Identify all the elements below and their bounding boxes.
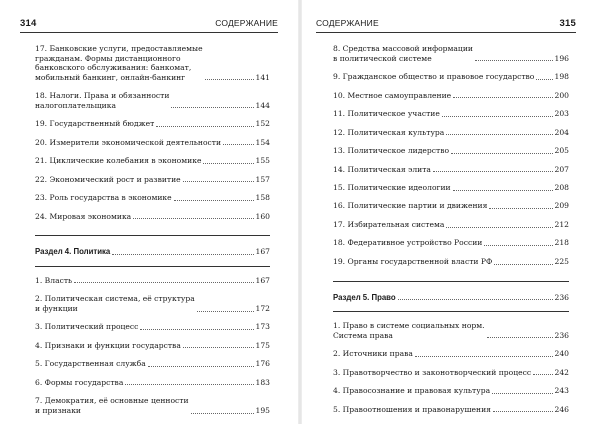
dot-leader bbox=[446, 226, 552, 228]
dot-leader bbox=[446, 133, 552, 135]
toc-entry-title: 4. Правосознание и правовая культура bbox=[333, 386, 491, 396]
toc-entry-title: 7. Демократия, её основные ценности и признаки bbox=[35, 396, 189, 415]
toc-entry[interactable] bbox=[35, 341, 270, 351]
toc-entry-title: 3. Политический процесс bbox=[35, 322, 139, 332]
toc-page-number: 236 bbox=[554, 330, 569, 340]
running-title: СОДЕРЖАНИЕ bbox=[215, 18, 278, 28]
toc-page-number: 173 bbox=[255, 322, 270, 332]
toc-page-number: 141 bbox=[255, 72, 270, 82]
toc-entry-title: 13. Политическое лидерство bbox=[333, 146, 450, 156]
dot-leader bbox=[492, 392, 552, 394]
toc-entry-title: 11. Политическое участие bbox=[333, 109, 440, 119]
toc-entry[interactable] bbox=[333, 128, 569, 138]
toc-entry[interactable] bbox=[35, 396, 270, 415]
toc-page-number: 172 bbox=[255, 303, 270, 313]
dot-leader bbox=[487, 336, 553, 338]
toc-page-number: 176 bbox=[255, 359, 270, 369]
dot-leader bbox=[156, 125, 253, 127]
toc-entry-title: 2. Источники права bbox=[333, 349, 413, 359]
toc-page-number: 240 bbox=[554, 349, 569, 359]
toc-entry[interactable] bbox=[333, 368, 569, 378]
toc-entry-title: 21. Циклические колебания в экономике bbox=[35, 156, 202, 166]
dot-leader bbox=[205, 78, 254, 80]
left-page-header bbox=[20, 18, 278, 38]
toc-page-number: 152 bbox=[255, 119, 270, 129]
toc-page-number: 144 bbox=[255, 100, 270, 110]
toc-page-number: 205 bbox=[554, 146, 569, 156]
toc-entry-title: 1. Право в системе социальных норм. Система права bbox=[333, 321, 485, 340]
dot-leader bbox=[453, 96, 552, 98]
dot-leader bbox=[174, 199, 254, 201]
toc-page-number: 175 bbox=[255, 340, 270, 350]
dot-leader bbox=[197, 310, 254, 312]
toc-page-number: 212 bbox=[554, 219, 569, 229]
toc-entry[interactable] bbox=[333, 405, 569, 415]
toc-entry[interactable] bbox=[35, 359, 270, 369]
toc-entry[interactable] bbox=[35, 175, 270, 185]
page-number: 314 bbox=[20, 18, 37, 29]
right-page bbox=[302, 0, 600, 424]
toc-entry[interactable] bbox=[333, 91, 569, 101]
dot-leader bbox=[442, 115, 553, 117]
toc-page-number: 167 bbox=[255, 247, 270, 257]
toc-entry-title: 19. Органы государственной власти РФ bbox=[333, 256, 493, 266]
toc-page-number: 183 bbox=[255, 377, 270, 387]
dot-leader bbox=[183, 346, 254, 348]
toc-page-number: 198 bbox=[554, 72, 569, 82]
toc-entry[interactable] bbox=[35, 212, 270, 222]
toc-entry-title: 1. Власть bbox=[35, 275, 73, 285]
toc-entry[interactable] bbox=[333, 349, 569, 359]
left-page bbox=[0, 0, 298, 424]
toc-entry[interactable] bbox=[35, 378, 270, 388]
toc-entry[interactable] bbox=[35, 119, 270, 129]
toc-page-number: 207 bbox=[554, 164, 569, 174]
toc-page-number: 218 bbox=[554, 238, 569, 248]
toc-entry-title: 2. Политическая система, её структура и функции bbox=[35, 294, 195, 313]
dot-leader bbox=[203, 162, 253, 164]
toc-entry[interactable] bbox=[333, 146, 569, 156]
dot-leader bbox=[536, 78, 552, 80]
toc-entry[interactable] bbox=[35, 294, 270, 313]
toc-page-number: 167 bbox=[255, 275, 270, 285]
toc-entry-title: 20. Измерители экономической деятельности bbox=[35, 137, 222, 147]
dot-leader bbox=[148, 365, 254, 367]
toc-entry[interactable] bbox=[333, 321, 569, 340]
toc-entry-title: 24. Мировая экономика bbox=[35, 211, 132, 221]
section-divider bbox=[35, 266, 270, 267]
toc-entry-title: 15. Политические идеологии bbox=[333, 182, 451, 192]
toc-entry[interactable] bbox=[333, 44, 569, 63]
dot-leader bbox=[475, 59, 553, 61]
toc-page-number: 243 bbox=[554, 386, 569, 396]
dot-leader bbox=[489, 207, 552, 209]
toc-entry[interactable] bbox=[35, 91, 270, 110]
toc-entry[interactable] bbox=[333, 238, 569, 248]
toc-entry-title: 3. Правотворчество и законотворческий процесс bbox=[333, 367, 532, 377]
toc-page-number: 158 bbox=[255, 193, 270, 203]
dot-leader bbox=[133, 217, 253, 219]
toc-page-number: 225 bbox=[554, 256, 569, 266]
toc-page-number: 246 bbox=[554, 404, 569, 414]
dot-leader bbox=[398, 298, 553, 300]
header-rule bbox=[20, 32, 278, 33]
toc-page-number: 160 bbox=[255, 211, 270, 221]
toc-page-number: 203 bbox=[554, 109, 569, 119]
toc-entry[interactable] bbox=[333, 386, 569, 396]
toc-entry-title: 6. Формы государства bbox=[35, 377, 124, 387]
toc-entry[interactable] bbox=[333, 257, 569, 267]
toc-entry-title: 9. Гражданское общество и правовое государство bbox=[333, 72, 535, 82]
toc-page-number: 200 bbox=[554, 90, 569, 100]
toc-list-left bbox=[35, 44, 270, 424]
dot-leader bbox=[533, 373, 552, 375]
toc-entry-title: 19. Государственный бюджет bbox=[35, 119, 155, 129]
toc-page-number: 154 bbox=[255, 137, 270, 147]
dot-leader bbox=[112, 253, 253, 255]
toc-page-number: 157 bbox=[255, 174, 270, 184]
toc-page-number: 236 bbox=[554, 292, 569, 302]
dot-leader bbox=[191, 412, 254, 414]
dot-leader bbox=[415, 355, 553, 357]
toc-entry-title: 22. Экономический рост и развитие bbox=[35, 174, 181, 184]
section-divider bbox=[333, 281, 569, 282]
toc-entry[interactable] bbox=[333, 165, 569, 175]
page-number: 315 bbox=[559, 18, 576, 29]
dot-leader bbox=[484, 244, 552, 246]
toc-entry-title: 5. Правоотношения и правонарушения bbox=[333, 404, 491, 414]
right-page-header bbox=[316, 18, 576, 38]
toc-entry-title: 17. Избирательная система bbox=[333, 219, 445, 229]
toc-entry[interactable] bbox=[35, 156, 270, 166]
toc-entry-title: 18. Налоги. Права и обязанности налогоплательщика bbox=[35, 91, 170, 110]
toc-entry-title: 10. Местное самоуправление bbox=[333, 90, 452, 100]
toc-section-heading[interactable]: Раздел 4. Политика 167 bbox=[35, 247, 270, 257]
dot-leader bbox=[493, 410, 553, 412]
running-title: СОДЕРЖАНИЕ bbox=[316, 18, 379, 28]
toc-entry-title: 12. Политическая культура bbox=[333, 127, 445, 137]
toc-entry-title: 8. Средства массовой информации в политической системе bbox=[333, 44, 473, 63]
toc-entry-title: 14. Политическая элита bbox=[333, 164, 431, 174]
dot-leader bbox=[140, 328, 253, 330]
dot-leader bbox=[125, 383, 253, 385]
toc-page-number: 196 bbox=[554, 53, 569, 63]
toc-entry-title: 5. Государственная служба bbox=[35, 359, 146, 369]
dot-leader bbox=[453, 189, 553, 191]
toc-entry[interactable] bbox=[35, 44, 270, 82]
toc-page-number: 208 bbox=[554, 182, 569, 192]
dot-leader bbox=[183, 180, 254, 182]
toc-entry-title: 23. Роль государства в экономике bbox=[35, 193, 172, 203]
toc-entry[interactable] bbox=[35, 138, 270, 148]
dot-leader bbox=[171, 106, 253, 108]
dot-leader bbox=[223, 143, 253, 145]
toc-page-number: 204 bbox=[554, 127, 569, 137]
dot-leader bbox=[74, 281, 253, 283]
dot-leader bbox=[494, 263, 552, 265]
toc-entry[interactable] bbox=[333, 109, 569, 119]
toc-section-heading[interactable]: Раздел 5. Право 236 bbox=[333, 292, 569, 302]
section-divider bbox=[35, 235, 270, 236]
toc-entry[interactable] bbox=[35, 193, 270, 203]
toc-entry[interactable] bbox=[333, 72, 569, 82]
toc-page-number: 209 bbox=[554, 201, 569, 211]
section-divider bbox=[333, 311, 569, 312]
toc-entry-title: 16. Политические партии и движения bbox=[333, 201, 488, 211]
toc-page-number: 155 bbox=[255, 156, 270, 166]
toc-entry[interactable] bbox=[333, 183, 569, 193]
header-rule bbox=[316, 32, 576, 33]
dot-leader bbox=[451, 152, 552, 154]
toc-page-number: 242 bbox=[554, 367, 569, 377]
toc-entry-title: 17. Банковские услуги, предоставляемые гражданам. Формы дистанционного банковского обслуживания: банкомат, мобильный банкинг, онлайн-банкинг bbox=[35, 44, 203, 82]
toc-entry[interactable] bbox=[333, 220, 569, 230]
toc-entry-title: 18. Федеративное устройство России bbox=[333, 238, 483, 248]
dot-leader bbox=[433, 170, 553, 172]
toc-entry[interactable] bbox=[333, 201, 569, 211]
toc-entry[interactable] bbox=[35, 276, 270, 286]
toc-entry[interactable] bbox=[35, 322, 270, 332]
toc-list-right bbox=[333, 44, 569, 423]
toc-page-number: 195 bbox=[255, 405, 270, 415]
toc-entry-title: 4. Признаки и функции государства bbox=[35, 340, 181, 350]
